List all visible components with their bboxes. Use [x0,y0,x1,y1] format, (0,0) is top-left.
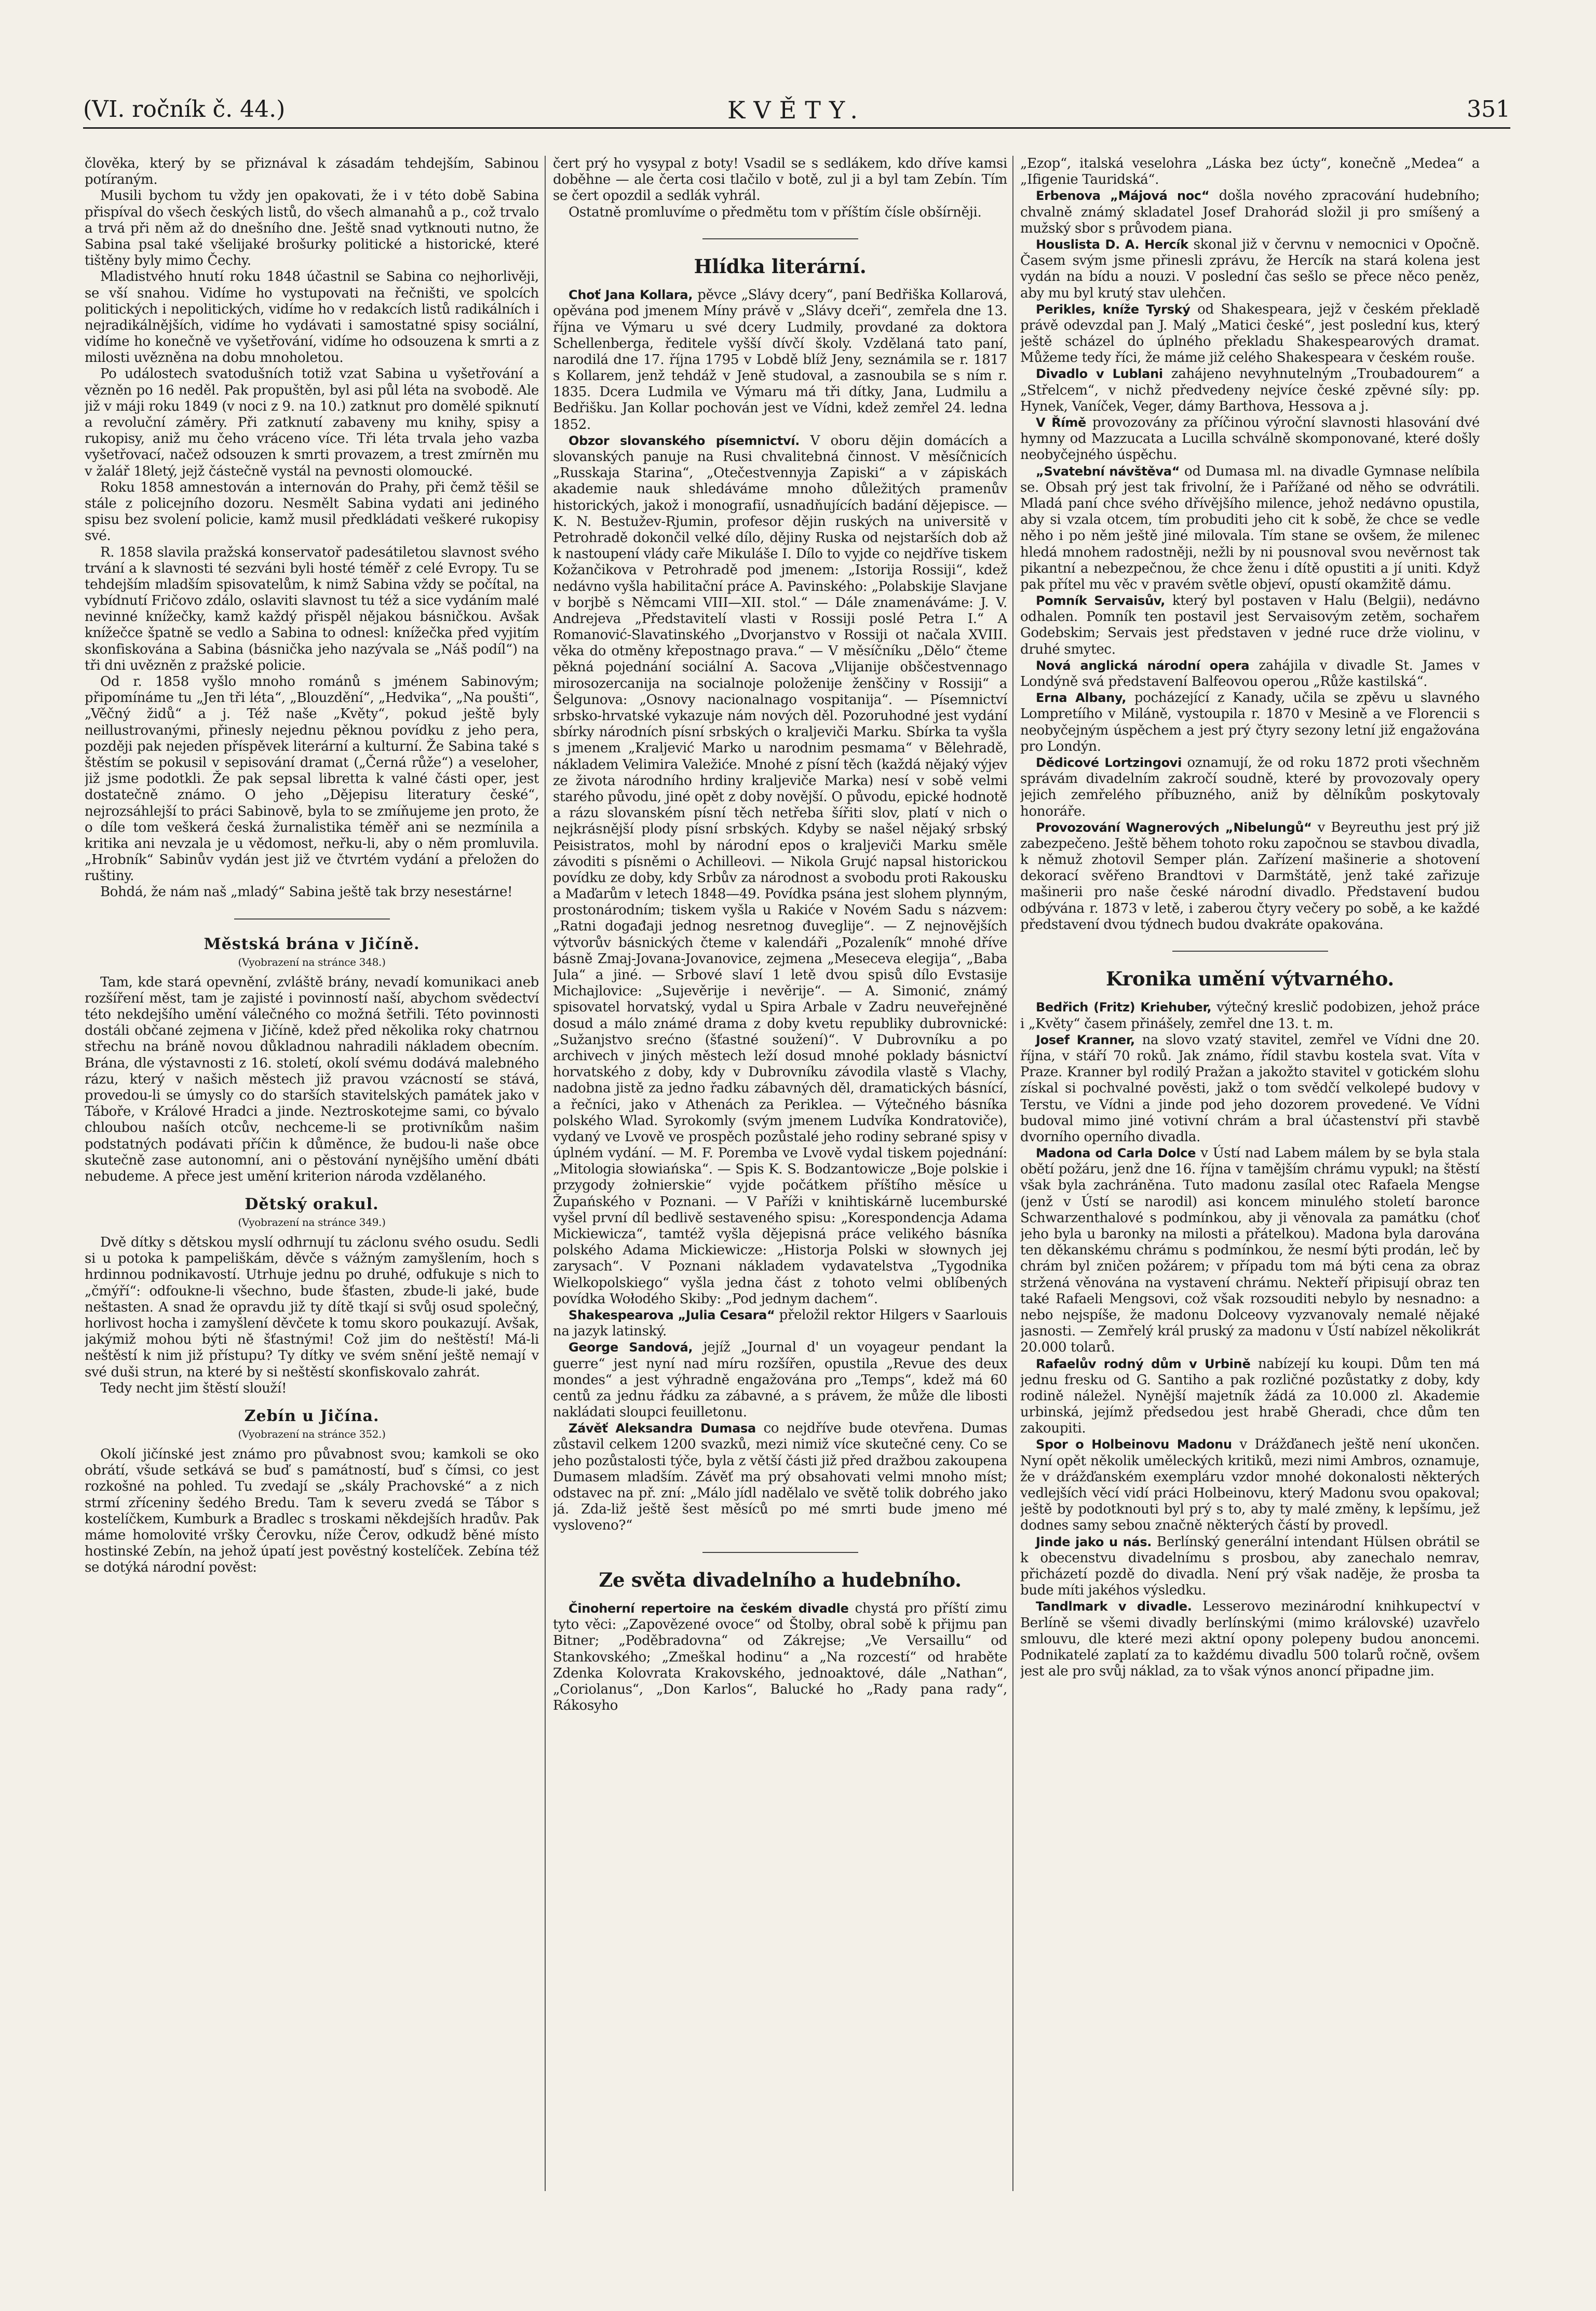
divider [1172,951,1328,952]
item-text: nabízejí ku koupi. Dům ten má jednu fresku od G. Santiho a pak rozličné pozůstatky z doby, kdy rodině náležel. Nynější majetník žádá za 10.000 zl. Akademie urbinská, jejímž předsedou jest hrabě Gheradi, chce dům ten zakoupiti. [1020,1356,1480,1437]
news-item [1020,302,1480,367]
paragraph: Tedy necht jim štěstí slouží! [100,1380,287,1396]
news-item [1020,1356,1480,1437]
news-item [1020,1032,1480,1145]
issue-label: (VI. ročník č. 44.) [83,96,286,123]
item-text: pocházející z Kanady, učila se zpěvu u slavného Lompretíího v Miláně, vystoupila r. 1870 v Mesině a ve Florencii s neobyčejným úspěchem a jest prý čtyry sezony letní již engažována pro Londýn. [1020,690,1480,754]
news-item [1020,690,1480,755]
item-heading: Dědicové Lortzingovi [1036,755,1182,770]
item-heading: Choť Jana Kollara, [569,288,693,303]
section-title: Ze světa divadelního a hudebního. [599,1568,962,1591]
item-heading: Jinde jako u nás. [1036,1534,1152,1549]
item-text: došla nového zpracování hudebního; chvalně známý skladatel Josef Drahorád složil ji pro smíšený a mužský sbor s průvodem piana. [1020,188,1480,236]
section-title: Hlídka literární. [694,254,867,278]
news-item [1020,1534,1480,1599]
section-title: Dětský orakul. [245,1195,379,1214]
item-text: co nejdříve bude otevřena. Dumas zůstavil celkem 1200 svazků, mezi nimiž více skutečné ceny. Co se jeho pozůstalosti týče, byla z větší části již před dražbou zakoupena Dumasem mladším. Závěť ma prý obsahovati velmi mnoho míst; odstavec na př. zní: „Málo jídl nadělalo ve světě tolik dobrého jako já. Zda-liž ještě šest měsíců po mé smrti bude jmeno mé vysloveno?“ [553,1421,1007,1534]
divider [234,918,390,920]
item-text: zahájeno nevyhnutelným „Troubadourem“ a „Střelcem“, v nichž předvedeny nejvíce české zpěvné síly: pp. Hynek, Vaníček, Veger, dámy Barthova, Hessova a j. [1020,366,1480,414]
news-item [553,1421,1007,1534]
news-item [1020,366,1480,415]
item-heading: Madona od Carla Dolce [1036,1146,1196,1161]
item-heading: Spor o Holbeinovu Madonu [1036,1437,1232,1452]
news-item [1020,820,1480,933]
paragraph: „Ezop“, italská veselohra „Láska bez úcty“, konečně „Medea“ a „Ifigenie Tauridská“. [1020,156,1480,188]
paragraph: Tam, kde stará opevnění, zvláště brány, nevadí komunikaci aneb rozšíření měst, tam je zajisté i povinností naší, abychom svědectví této nekdejšího umění válečného co možná šetřili. Této povinnosti dostáli občané zejmena v Jičíně, kdež před několika roky chatrnou střechu na bráně novou důkladnou nahradili nákladem obecním. Brána, dle výstavnosti z 16. století, okolí svému dodává malebného rázu, který v našich městech již pravou vzácností se stává, provedou-li se úmysly co do starších stavitelských památek jako v Táboře, v Králové Hradci a jinde. Neztroskotejme sami, co bývalo chloubou naších otcův, nechceme-li se protivníkům našim podstatných podávati příčin k důměnce, že budou-li naše obce skutečně zase autonomní, ani o pěstování nynějšího umění dbáti nebudeme. A přece jest umění kriterion národa vzdělaného. [85,974,539,1184]
item-text: od Dumasa ml. na divadle Gymnase nelíbila se. Obsah prý jest tak frivolní, že i Pařížané od něho se odvrátili. Mladá paní chce svého dřívějšího milence, jehož nedávno opustila, aby si vzala otcem, tím probuditi jeho cit k sobě, že chce se vedle něho i po něm ještě jiné milovala. Tím stane se ovšem, že milenec hledá mnohem radostněji, nežli by ni pousnoval svou nevěrnost tak pikantní a nebezpečnou, že chce ženu i dítě opustiti a jí uniti. Když pak přítel mu věc v pravém světle objeví, opustí okamžitě dámu. [1020,463,1480,592]
news-item [1020,999,1480,1032]
item-text: jejíž „Journal d' un voyageur pendant la guerre“ jest nyní nad míru rozšířen, opustila „Revue des deux mondes“ a jest výhradně engažována pro „Temps“, kdež má 60 centů za jednu řádku za zábavné, a s právem, že může dle libosti nakládati sloupci feuilletonu. [553,1340,1007,1421]
news-item [1020,415,1480,464]
item-text: oznamují, že od roku 1872 proti všechněm správám divadelním zakročí soudně, které by provozovaly opery jejich zemřelého příbuzného, aniž by dělníkům poskytovaly honoráře. [1020,754,1480,819]
paragraph: Okolí jičínské jest známo pro půvabnost svou; kamkoli se oko obrátí, všude setkává se buď s památností, buď s čímsi, co jest rozkošné na pohled. Tu zvedají se „skály Prachovské“ a z nich strmí zříceniny šedého Bredu. Tam k severu zvedá se Tábor s kostelíčkem, Kumburk a Bradlec s troskami někdejších hradův. Pak máme homolovité vršky Čerovku, níže Čerov, odkudž běné místo hostinské Zebín, na jehož úpatí jest pověstný kostelíček. Zebína též se dotýká národní pověst: [85,1446,539,1576]
news-item [553,287,1007,433]
column-rule [1012,156,1013,2191]
section-title: Kronika umění výtvarného. [1105,967,1395,990]
item-text: v Beyreuthu jest prý již zabezpečeno. Ještě během tohoto roku započnou se stavbou divadla, k němuž zhotovil Semper plán. Zařízení mašinerie a shotovení dekorací svěřeno Brandtovi v Darmštátě, jenž také zařizuje mašinerii pro naše české národní divadlo. Představení budou odbývána r. 1873 v letě, i zaberou čtyry večery po sobě, a ke každé představení dvou týdnech budou dvakráte opakována. [1020,819,1480,932]
paragraph: Dvě dítky s dětskou myslí odhrnují tu záclonu svého osudu. Sedli si u potoka k pampeliškám, děvče s vážným zamyšlením, hoch s hrdinnou podnikavostí. Utrhuje jednu po druhé, odfukuje s nich to „čmýří“: odfoukne-li všechno, bude šťasten, zbude-li jaké, bude neštasten. A snad že opravdu již ty dítě tkají si svůj osud společný, horlivost hocha i zamyšlení děvčete k tomu skoro poukazují. Avšak, jakýmiž mohou býti ně šťastnými! Což jim do neštěstí! Má-li neštěstí k nim již přístupu? Ty dítky ve svém snění ještě nemají v své duši strun, na které by si neštěstí skonfiskovalo zahrát. [85,1235,539,1380]
item-heading: Divadlo v Lublani [1036,367,1163,382]
news-item [553,1307,1007,1340]
item-text: na slovo vzatý stavitel, zemřel ve Vídni dne 20. října, v stáří 70 roků. Jak známo, řídil stavbu kostela svat. Víta v Praze. Kranner byl rodilý Pražan a jakožto stavitel v gotickém slohu získal si pochvalné pověsti, jakž o tom svědčí velkolepé budovy v Terstu, ve Vídni a jinde pod jeho dozorem provedené. Ve Vídni budoval mimo jiné votivní chrám a bral účastenství při stavbě dvorního operního divadla. [1020,1032,1480,1145]
item-heading: Pomník Servaisův, [1036,593,1166,609]
paragraph: čert prý ho vysypal z boty! Vsadil se s sedlákem, kdo dříve kamsi doběhne — ale čerta cosi tlačilo v botě, zul ji a byl tam Zebín. Tím se čert opozdil a sedlák vyhrál. [553,156,1007,204]
item-heading: Obzor slovanského písemnictví. [569,433,800,448]
column-rule [545,156,546,2191]
news-item [553,1601,1007,1714]
column-2 [553,156,1007,2191]
news-item [1020,1599,1480,1680]
journal-title: KVĚTY. [727,96,866,124]
news-item [1020,188,1480,237]
paragraph: Musili bychom tu vždy jen opakovati, že i v této době Sabina přispíval do všech českých listů, do všech almanahů a p., což trvalo a trvá při něm až do dnešního dne. Ještě snad vytknouti nutno, že Sabina psal také všelijaké brošurky politické a historické, které tištěny byly mimo Čechy. [85,188,539,269]
news-item [1020,755,1480,820]
item-text: v Ústí nad Labem málem by se byla stala obětí požáru, jenž dne 16. října v tamějším chrámu vypukl; na štěstí však byla zachráněna. Tuto madonu zasílal otec Rafaela Mengse (jenž v Ústí se narodil) asi koncem minulého století baronce Schwarzenthalové s podmínkou, aby ji věnovala za památku (choť jeho byla u baronky na milosti a přátelkou). Madona byla darována ten děkanskému chrámu s podmínkou, že nesmí býti prodán, leč by chrám byl zničen požárem; v případu tom má býti cena za obraz stržená věnována na vystavení chrámu. Nekteří připisují obraz ten také Rafaeli Mengsovi, což však rozsouditi nebylo by nesnadno: a nebo nejspíše, že madonu Dolceovy vyzvanovaly nemalé nějaké jasnosti. — Zemřelý král pruský za madonu v Ústí nabízel několikrát 20.000 tolarů. [1020,1145,1480,1356]
item-heading: Erna Albany, [1036,691,1127,706]
item-text: V oboru dějin domácích a slovanských panuje na Rusi chvalitebná činnost. V měsíčnicích „Russkaja Starina“, „Otečestvennyja Zapiski“ a v zápiskách akademie nauk shledáváme mnoho důležitých pramenův historických, jakož i monografií, usnadňujících badání dějepisce. — K. N. Bestužev-Rjumin, profesor dějin ruských na universitě v Petrohradě dokončil velké dílo, dějiny Ruska od nejstarších dob až k nastoupení vlády caře Mikuláše I. Dílo to vyjde co nejdříve tiskem Kožančikova v Petrohradě pod jmenem: „Istorija Rossiji“, kdež nedávno vyšla habilitační práce A. Pavinského: „Polabskije Slavjane v borjbě s Němcami VIII—XII. stol.“ — Dále znamenáváme: J. V. Andrejeva „Představitelí vlasti v Rossiji poslé Petra I.“ A Romanović-Slavatinského „Dvorjanstvo v Rossiji ot načala XVIII. věka do otměny křepostnago prava.“ — V měsíčníku „Dělo“ čteme pěkná pojednání sociální A. Sacova „Vlijanije obščestvennago mirosozercanija na socialnoje položenije ženščiny v Rossiji“ a Šelgunova: „Osnovy nacionalnago vospitanija“. — Písemnictví srbsko-hrvatské vykazuje nám nových děl. Pozoruhodné jest vydání sbírky národních písní srbských o kraljeviči Marku. Sbírka ta vyšla s jmenem „Kraljević Marko u narodnim pesmama“ v Bělehradě, nákladem Velimira Valežiće. Mnohé z písní těch (každá nějaký výjev ze života národního hrdiny kraljeviče Marka) nesí v sobě velmi starého původu, jiné opět z doby novější. O původu, epické hodnotě a rázu slovanském písní těch netřeba šířiti slov, platí v nich o nejkrásnější plody písní srbských. Kdyby se našel nějaký srbský Peisistratos, mohl by národní epos o kraljeviči Marku směle závoditi s písněmi o Achilleovi. — Nikola Grujć napsal historickou povídku ze doby, kdy Srbův za národnost a svobodu proti Rakousku a Maďarům v letech 1848—49. Povídka psána jest slohem plynným, prostonárodním; tiskem vyšla u Rakiće v Novém Sadu s názvem: „Ratni događaji jednog nesretnog đuveglije“. — Z nejnovějších výtvorův básnických čteme v kalendáři „Pozaleník“ mnohé dříve básně Zmaj-Jovana-Jovanovice, zejmena „Meseceva elegija“, „Baba Jula“ a jiné. — Srbové slaví 1 letě dvou spisů dílo Evstasije Michajlovice: „Sujevěrije i nevěrije“. — A. Simonić, známý spisovatel horvatský, vydal u Spira Arbale v Zadru neuveřejněné dosud a málo známé drama z doby kvetu republiky dubrovnické: „Sužanjstvo srećno (šťastné soužení)“. V Dubrovníku a po archivech v jiných městech leží dosud mnohé poklady básnictví horvatského z doby, kdy v Dubrovníku závodila vlastě s Vlachy, nadobna jistě za jedno řadku zábavných děl, dramatických básnící, a řečníci, jako v Athenách za Periklea. — Výtečného básníka polského Wlad. Syrokomly (svým jmenem Ludvíka Kondratoviče), vydaný ve Lvově ve prospěch pozůstalé jeho rodiny sebrané spisy v úplném vydání. — M. F. Poremba ve Lvově vydal tiskem pojednání: „Mitologia słowiańska“. — Spis K. S. Bodzantowicze „Boje polskie i przygody żołnierskie“ vyjde počátkem příštího měsíce u Župańského v Poznani. — V Paříži v knihtiskárně lucemburské vyšel první díl bedlivě sestaveného spisu: „Korespondencja Adama Mickiewicza“, tamtéž vyšla dějepisná práce velikého básníka polského Adama Mickiewicze: „Historja Polski w słownych jej zarysach“. V Poznani nákladem vydavatelstva „Tygodnika Wielkopolskiego“ vyšla jedna část z tohoto velmi oblíbených povídka Wołodého Skiby: „Pod jednym dachem“. [553,433,1007,1307]
item-heading: Závěť Aleksandra Dumasa [569,1421,756,1436]
section-title: Městská brána v Jičíně. [204,935,420,953]
section-subtitle: (Vyobrazení na stránce 349.) [238,1216,386,1229]
item-heading: Shakespearova „Julia Cesara“ [569,1307,775,1322]
item-text: provozovány za příčinou výroční slavnosti hlasování dvé hymny od Mazzucata a Lucilla schválně skomponované, které došly neobyčejného úspěchu. [1020,415,1480,463]
item-text: pěvce „Slávy dcery“, paní Bedřiška Kollarová, opěvána pod jmenem Míny právě v „Slávy dceři“, zemřela dne 13. října ve Výmaru u své dcery Ludmily, provdané za doktora Schellenberga, ředitele vyšší dívčí školy. Vzdělaná tato paní, narodilá dne 17. října 1795 v Lobdě blíž Jeny, seznámila se r. 1817 s Kollarem, jenž tehdáž v Jeně studoval, a zasnoubila se s ním r. 1835. Dcera Ludmila ve Výmaru má tři dítky, Jana, Ludmilu a Bedřišku. Jan Kollar pochován jest ve Vídni, kdež zemřel 24. ledna 1852. [553,287,1007,433]
item-heading: Tandlmark v divadle. [1036,1599,1192,1614]
item-heading: Erbenova „Májová noc“ [1036,188,1210,204]
item-heading: V Římě [1036,415,1087,430]
item-text: Berlínský generální intendant Hülsen obrátil se k obecenstvu divadelnímu s prosbou, aby zanechalo nemrav, přicházetí pozdě do divadla. Není prý však naděje, že prosba ta bude míti jakéhos výsledku. [1020,1534,1480,1599]
section-subtitle: (Vyobrazení na stránce 348.) [238,955,386,968]
column-1 [85,156,539,2191]
paragraph: Od r. 1858 vyšlo mnoho románů s jménem Sabinovým; připomínáme tu „Jen tři léta“, „Blouzdění“, „Hedvika“, „Na poušti“, „Věčný židů“ a j. Též naše „Květy“, pokud ještě byly neillustrovanými, přinesly nejednu pěknou povídku z jeho pera, později pak nejeden příspěvek literární a kulturní. Že Sabina také s štěstím se pokusil v sepisování dramat („Černá růže“) a veseloher, již jsme podotkli. Že pak sepsal libretta k valné části oper, jest dostatečně známo. O jeho „Dějepisu literatury české“, nejrozsáhlejší to práci Sabinově, byla to se zmíňujeme jen proto, že o díle tom veškerá česká žurnalistika téměř ani se nezmínila a kritika ani nevzala je u vědomost, neřku-li, aby o něm promluvila. „Hrobník“ Sabinův vydán jest již ve čtvrtém vydání a přeložen do ruštiny. [85,674,539,884]
paragraph: R. 1858 slavila pražská konservatoř padesátiletou slavnost svého trvání a k slavnosti té sezváni byli hosté téměř z celé Evropy. Tu se tehdejším mladším spisovatelům, k nimž Sabina vždy se počítal, na vybídnutí Fričovo zdálo, oslaviti slavnost tu též a sice vydáním malé nevinné knížečky, kamž každý přispěl nějakou básničkou. Avšak knížečce špatně se vedlo a Sabina to odnesl: knížečka před vyjitím skonfiskována a Sabina (básnička jeho nazývala se „Náš podíl“) na tři dni uvězněn z pražské policie. [85,544,539,673]
item-text: v Drážďanech ještě není ukončen. Nyní opět několik uměleckých kritiků, mezi nimi Ambros, oznamuje, že v drážďanském exempláru vzdor mnohé dokonalosti některých vedlejších věcí vidí práci Holbeinovu, který Madonu svou opakoval; ještě by podotknouti byl prý s to, aby ty malé změny, k lepšímu, jež dodnes samy sebou značně některých částí by provedl. [1020,1437,1480,1534]
news-item [553,433,1007,1307]
item-text: chystá pro příští zimu tyto věci: „Zapovězené ovoce“ od Štolby, obral sobě k přijmu pan Bitner; „Poděbradovna“ od Zákrejse; „Ve Versaillu“ od Stankovského; „Zmeškal hodinu“ a „Na rozcestí“ od hraběte Zdenka Kolovrata Krakovského, jednoaktové, dále „Nathan“, „Coriolanus“, „Don Karlos“, Balucké ho „Rady pana rady“, Rákosyho [553,1600,1007,1714]
item-text: výtečný kreslič podobizen, jehož práce i „Květy“ časem přinášely, zemřel dne 13. t. m. [1020,999,1480,1032]
news-item [1020,464,1480,593]
item-text: od Shakespeara, jejž v českém překladě právě odevzdal pan J. Malý „Matici české“, jest poslední kus, který ještě scházel do úplného překladu Shakespearových dramat. Můžeme tedy říci, že máme již celého Shakespeara v českém rouše. [1020,301,1480,366]
paragraph: Ostatně promluvíme o předmětu tom v příštím čísle obšírněji. [569,204,982,220]
paragraph: člověka, který by se přiznával k zásadám tehdejším, Sabinou potíraným. [85,156,539,188]
item-text: skonal již v červnu v nemocnici v Opočně. Časem svým jsme přinesli zprávu, že Hercík na stará kolena jest vydán na bídu a nouzi. V poslední čas sešlo se přece něco peněz, aby mu byl krutý stav ulehčen. [1020,236,1480,301]
item-heading: „Svatební návštěva“ [1036,464,1180,479]
page-header [83,96,1510,129]
paragraph: Po událostech svatodušních totiž vzat Sabina u vyšetřování a vězněn po 16 neděl. Pak propuštěn, byl asi půl léta na svobodě. Ale již v máji roku 1849 (v noci z 9. na 10.) zatknut pro domělé spiknutí a revoluční záměry. Při zatknutí zabaveny mu knihy, spisy a rukopisy, aniž mu čeho vráceno více. Tři léta trvala jeho vazba vyšetřovací, načež odsouzen k smrti provazem, a trest zmírněn mu v žalář 18letý, jejž částečně vystál na pevnosti olomoucké. [85,366,539,479]
item-heading: Josef Kranner, [1036,1032,1135,1047]
item-heading: Rafaelův rodný dům v Urbině [1036,1356,1251,1371]
news-item [1020,593,1480,658]
item-text: zahájila v divadle St. James v Londýně svá představení Balfeovou operou „Růže kastilská“. [1020,657,1480,690]
paragraph: Bohdá, že nám naš „mladý“ Sabina ještě tak brzy nesestárne! [100,884,513,900]
news-item [553,1340,1007,1421]
divider [702,238,858,239]
item-heading: Bedřich (Fritz) Kriehuber, [1036,1000,1212,1015]
item-heading: George Sandová, [569,1340,693,1355]
item-text: který byl postaven v Halu (Belgii), nedávno odhalen. Pomník ten postavil jest Servaisovým zetěm, sochařem Godebskim; Servais jest představen v jedné ruce drže violinu, v druhé smytec. [1020,593,1480,657]
news-item [1020,237,1480,302]
item-heading: Činoherní repertoire na českém divadle [569,1601,849,1616]
page-number: 351 [1467,96,1510,123]
item-heading: Houslista D. A. Hercík [1036,237,1188,252]
paragraph: Mladistvého hnutí roku 1848 účastnil se Sabina co nejhorlivěji, se vší snahou. Vidíme ho vystupovati na řečništi, ve spolcích politických i nepolitických, vidíme ho v redakcích listů radikálních i nejradikálnějších, vidíme ho vydávati i samostatné spisy sociální, vidíme ho konečně ve vyšetřování, vidíme ho odsouzena k smrti a z milosti uvězněna na dobu mnoholetou. [85,269,539,366]
paragraph: Roku 1858 amnestován a internován do Prahy, při čemž těšil se stále z policejního dozoru. Nesmělt Sabina vydati ani jediného spisu bez svolení policie, kamž musil předkládati veškeré rukopisy své. [85,479,539,544]
news-item [1020,658,1480,690]
item-heading: Nová anglická národní opera [1036,658,1250,673]
section-title: Zebín u Jičína. [244,1407,380,1425]
item-heading: Perikles, kníže Tyrský [1036,302,1191,317]
news-item [1020,1437,1480,1534]
item-text: přeložil rektor Hilgers v Saarlouis na jazyk latinský. [553,1307,1007,1340]
column-3 [1020,156,1480,2191]
section-subtitle: (Vyobrazení na stránce 352.) [238,1427,386,1440]
news-item [1020,1145,1480,1356]
item-text: Lesserovo mezinárodní knihkupectví v Berlíně se všemi divadly berlínskými (mimo královské) uzavřelo smlouvu, dle které mezi aktní opony polepeny budou anoncemi. Podnikatelé zaplatí za to každému divadlu 500 tolarů ročně, ovšem jest ale pro svůj náklad, za to však výnos anoncí připadne jim. [1020,1599,1480,1680]
item-heading: Provozování Wagnerových „Nibelungů“ [1036,820,1312,835]
divider [702,1552,858,1553]
